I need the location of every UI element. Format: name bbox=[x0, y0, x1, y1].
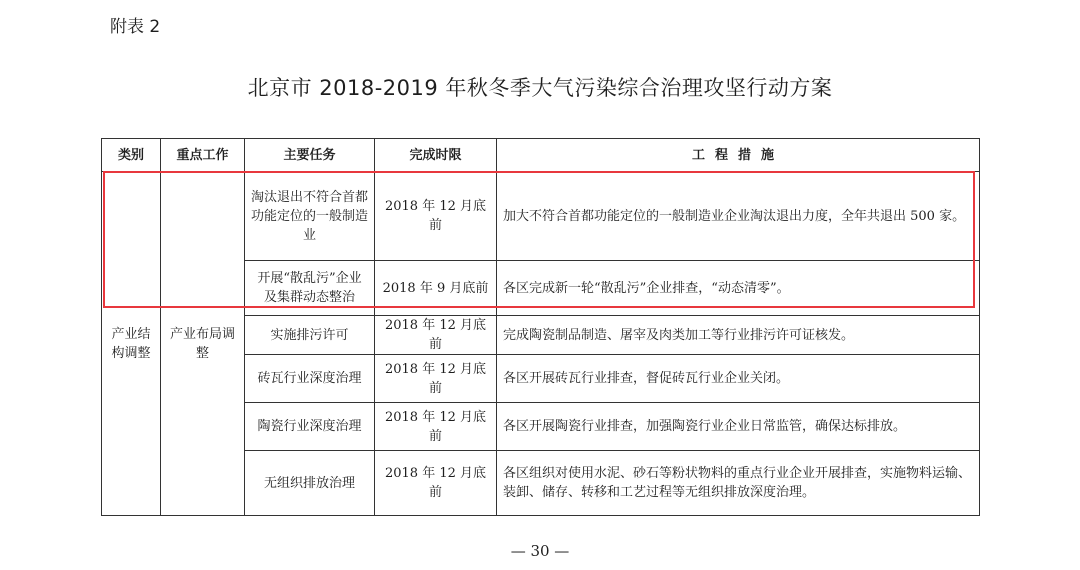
action-plan-table bbox=[101, 138, 980, 516]
deadline-cell: 2018 年 12 月底前 bbox=[375, 403, 497, 451]
table-row bbox=[102, 172, 980, 261]
task-cell: 实施排污许可 bbox=[245, 316, 375, 355]
measure-cell: 各区开展陶瓷行业排查，加强陶瓷行业企业日常监管，确保达标排放。 bbox=[497, 403, 980, 451]
header-key-work: 重点工作 bbox=[161, 139, 245, 172]
header-category: 类别 bbox=[102, 139, 161, 172]
task-cell: 砖瓦行业深度治理 bbox=[245, 355, 375, 403]
deadline-cell: 2018 年 12 月底前 bbox=[375, 451, 497, 516]
header-main-task: 主要任务 bbox=[245, 139, 375, 172]
header-measures: 工程措施 bbox=[497, 139, 980, 172]
deadline-cell: 2018 年 12 月底前 bbox=[375, 316, 497, 355]
measure-cell: 加大不符合首都功能定位的一般制造业企业淘汰退出力度，全年共退出 500 家。 bbox=[497, 172, 980, 261]
deadline-cell: 2018 年 9 月底前 bbox=[375, 261, 497, 316]
measure-cell: 各区开展砖瓦行业排查，督促砖瓦行业企业关闭。 bbox=[497, 355, 980, 403]
deadline-cell: 2018 年 12 月底前 bbox=[375, 172, 497, 261]
measure-cell: 完成陶瓷制品制造、屠宰及肉类加工等行业排污许可证核发。 bbox=[497, 316, 980, 355]
header-deadline: 完成时限 bbox=[375, 139, 497, 172]
measure-cell: 各区完成新一轮“散乱污”企业排查，“动态清零”。 bbox=[497, 261, 980, 316]
deadline-cell: 2018 年 12 月底前 bbox=[375, 355, 497, 403]
category-cell: 产业结构调整 bbox=[102, 172, 161, 516]
task-cell: 陶瓷行业深度治理 bbox=[245, 403, 375, 451]
page-number: — 30 — bbox=[510, 542, 570, 560]
task-cell: 开展“散乱污”企业及集群动态整治 bbox=[245, 261, 375, 316]
table-header-row bbox=[102, 139, 980, 172]
task-cell: 无组织排放治理 bbox=[245, 451, 375, 516]
task-cell: 淘汰退出不符合首都功能定位的一般制造业 bbox=[245, 172, 375, 261]
measure-cell: 各区组织对使用水泥、砂石等粉状物料的重点行业企业开展排查，实施物料运输、装卸、储存、转移和工艺过程等无组织排放深度治理。 bbox=[497, 451, 980, 516]
appendix-label: 附表 2 bbox=[110, 17, 161, 37]
document-title: 北京市 2018-2019 年秋冬季大气污染综合治理攻坚行动方案 bbox=[247, 76, 833, 100]
key-work-cell: 产业布局调整 bbox=[161, 172, 245, 516]
